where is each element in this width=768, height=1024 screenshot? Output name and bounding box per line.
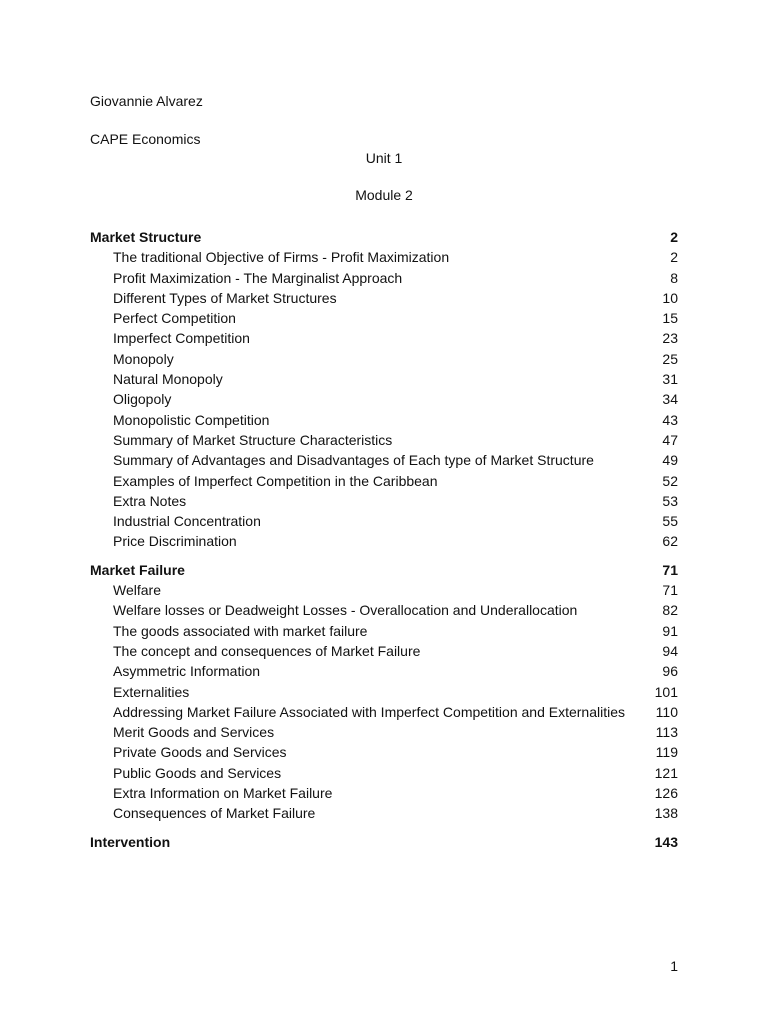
toc-entry-title: Extra Notes xyxy=(113,492,187,509)
toc-entry-title: Profit Maximization - The Marginalist Approach xyxy=(113,269,403,286)
toc-entry[interactable] xyxy=(90,249,678,269)
toc-entry-title: Welfare xyxy=(113,582,161,599)
toc-entry-page: 25 xyxy=(662,350,678,367)
toc-entry-page: 82 xyxy=(662,602,678,619)
toc-entry-title: Price Discrimination xyxy=(113,533,237,550)
toc-entry[interactable] xyxy=(90,765,678,785)
toc-entry[interactable] xyxy=(90,432,678,452)
toc-entry-title: Natural Monopoly xyxy=(113,371,223,388)
toc-entry[interactable] xyxy=(90,724,678,744)
toc-entry[interactable] xyxy=(90,602,678,622)
toc-entry-page: 15 xyxy=(662,310,678,327)
toc-entry-page: 62 xyxy=(662,533,678,550)
toc-entry-title: Monopolistic Competition xyxy=(113,411,270,428)
toc-entry-page: 23 xyxy=(662,330,678,347)
toc-entry[interactable] xyxy=(90,391,678,411)
toc-entry[interactable] xyxy=(90,623,678,643)
toc-heading-page: 71 xyxy=(662,561,678,578)
toc-entry-title: Welfare losses or Deadweight Losses - Overallocation and Underallocation xyxy=(113,602,578,619)
toc-entry[interactable] xyxy=(90,744,678,764)
toc-entry[interactable] xyxy=(90,452,678,472)
toc-entry-title: Extra Information on Market Failure xyxy=(113,785,333,802)
toc-entry-title: Industrial Concentration xyxy=(113,513,261,530)
toc-entry[interactable] xyxy=(90,351,678,371)
toc-entry-title: Consequences of Market Failure xyxy=(113,805,316,822)
toc-entry-page: 94 xyxy=(662,642,678,659)
author-name: Giovannie Alvarez xyxy=(90,93,203,109)
unit-title: Unit 1 xyxy=(365,150,403,166)
toc-entry[interactable] xyxy=(90,270,678,290)
toc-entry-page: 53 xyxy=(662,492,678,509)
toc-entry-page: 31 xyxy=(662,371,678,388)
toc-entry-page: 119 xyxy=(655,744,678,761)
toc-entry-page: 96 xyxy=(662,663,678,680)
toc-entry-title: Addressing Market Failure Associated with Imperfect Competition and Externalities xyxy=(113,703,626,720)
toc-entry[interactable] xyxy=(90,513,678,533)
toc-entry-title: Public Goods and Services xyxy=(113,764,282,781)
toc-entry-title: Different Types of Market Structures xyxy=(113,289,337,306)
toc-entry-page: 121 xyxy=(654,764,678,781)
toc-entry-title: Examples of Imperfect Competition in the Caribbean xyxy=(113,472,438,489)
toc-entry-page: 47 xyxy=(662,431,678,448)
toc-entry-page: 49 xyxy=(662,452,678,469)
page-number: 1 xyxy=(670,958,678,974)
module-title: Module 2 xyxy=(355,187,413,203)
toc-entry-page: 10 xyxy=(662,289,678,306)
toc-entry-page: 2 xyxy=(670,249,678,266)
toc-entry[interactable] xyxy=(90,805,678,825)
toc-entry[interactable] xyxy=(90,684,678,704)
toc-entry[interactable] xyxy=(90,310,678,330)
toc-entry[interactable] xyxy=(90,785,678,805)
toc-entry-title: Asymmetric Information xyxy=(113,663,261,680)
toc-heading-title: Intervention xyxy=(90,833,171,850)
toc-entry[interactable] xyxy=(90,663,678,683)
toc-entry[interactable] xyxy=(90,473,678,493)
toc-entry-title: Merit Goods and Services xyxy=(113,724,275,741)
toc-entry-title: The goods associated with market failure xyxy=(113,622,368,639)
toc-entry[interactable] xyxy=(90,643,678,663)
toc-entry-title: Perfect Competition xyxy=(113,310,236,327)
toc-heading[interactable] xyxy=(90,562,678,582)
toc-heading[interactable] xyxy=(90,229,678,249)
toc-entry-title: Externalities xyxy=(113,683,190,700)
toc-entry-title: The concept and consequences of Market Failure xyxy=(113,642,421,659)
toc-entry-title: The traditional Objective of Firms - Profit Maximization xyxy=(113,249,450,266)
toc-entry-page: 71 xyxy=(662,582,678,599)
toc-heading-title: Market Structure xyxy=(90,229,202,245)
toc-entry-title: Imperfect Competition xyxy=(113,330,250,347)
toc-entry[interactable] xyxy=(90,330,678,350)
toc-section xyxy=(90,229,678,554)
table-of-contents xyxy=(90,229,678,862)
toc-entry[interactable] xyxy=(90,412,678,432)
toc-entry-title: Summary of Market Structure Characteristics xyxy=(113,431,393,448)
toc-entry[interactable] xyxy=(90,582,678,602)
toc-entry-title: Summary of Advantages and Disadvantages of Each type of Market Structure xyxy=(113,452,594,469)
toc-entry[interactable] xyxy=(90,493,678,513)
toc-entry-title: Monopoly xyxy=(113,350,174,367)
toc-entry-title: Private Goods and Services xyxy=(113,744,287,761)
toc-heading[interactable] xyxy=(90,834,678,854)
toc-entry-page: 110 xyxy=(655,703,678,720)
toc-entry-page: 43 xyxy=(662,411,678,428)
toc-entry-page: 138 xyxy=(654,805,678,822)
toc-heading-page: 2 xyxy=(670,229,678,245)
toc-entry-page: 55 xyxy=(662,513,678,530)
toc-heading-page: 143 xyxy=(654,833,678,850)
toc-entry-page: 126 xyxy=(654,785,678,802)
toc-entry-page: 113 xyxy=(655,724,678,741)
toc-entry-page: 101 xyxy=(654,683,678,700)
course-name: CAPE Economics xyxy=(90,131,201,147)
toc-entry-page: 34 xyxy=(662,391,678,408)
toc-entry-title: Oligopoly xyxy=(113,391,172,408)
toc-heading-title: Market Failure xyxy=(90,561,185,578)
toc-entry-page: 52 xyxy=(662,472,678,489)
toc-entry[interactable] xyxy=(90,371,678,391)
toc-entry-page: 8 xyxy=(670,269,678,286)
toc-section xyxy=(90,562,678,826)
toc-entry[interactable] xyxy=(90,704,678,724)
toc-entry-page: 91 xyxy=(662,622,678,639)
toc-section xyxy=(90,834,678,854)
toc-entry[interactable] xyxy=(90,533,678,553)
toc-entry[interactable] xyxy=(90,290,678,310)
